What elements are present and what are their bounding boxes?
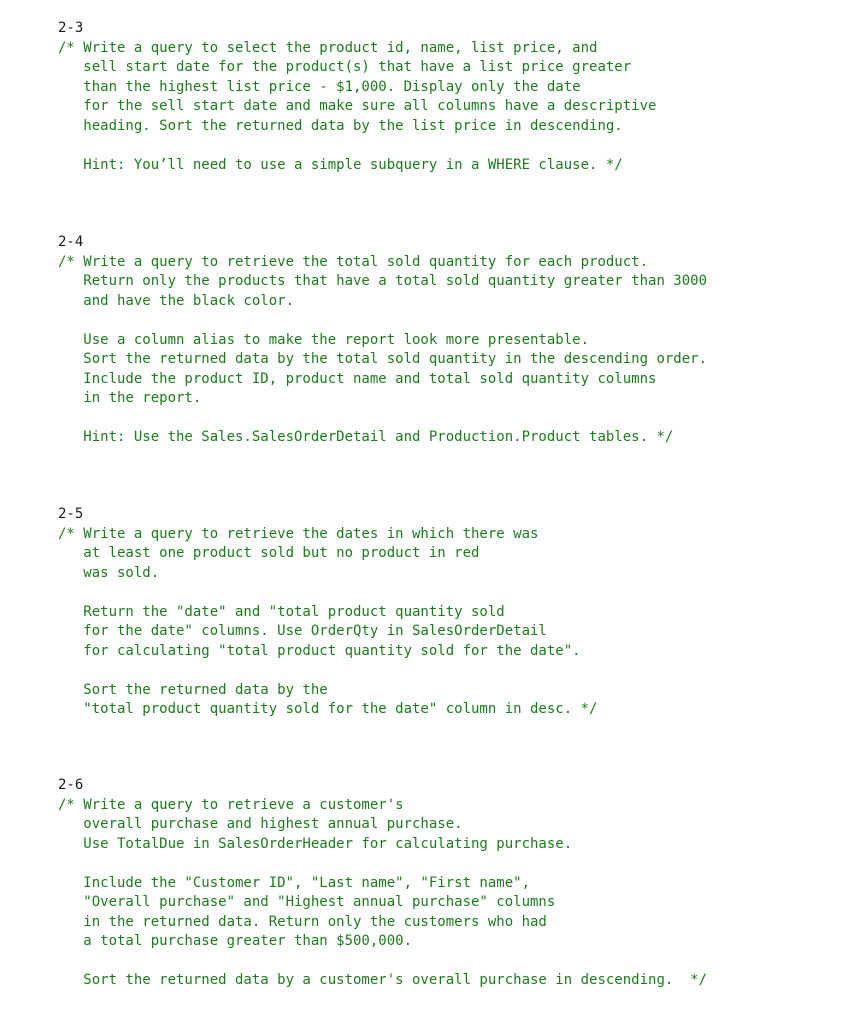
comment-line: Hint: You’ll need to use a simple subquery in a WHERE clause. */ (58, 156, 623, 173)
comment-line: Return only the products that have a total sold quantity greater than 3000 (58, 273, 708, 289)
comment-line: at least one product sold but no product in red (58, 545, 480, 561)
comment-line: "total product quantity sold for the date" column in desc. */ (58, 701, 598, 717)
comment-line: Use a column alias to make the report look more presentable. (58, 331, 590, 348)
comment-line: than the highest list price - $1,000. Display only the date (58, 78, 581, 95)
comment-line: Hint: Use the Sales.SalesOrderDetail and Production.Product tables. */ (58, 429, 674, 445)
comment-line: in the returned data. Return only the customers who had (58, 913, 547, 930)
comment-line: and have the black color. (58, 292, 295, 309)
comment-line: Return the "date" and "total product quantity sold (58, 603, 505, 620)
comment-line: Sort the returned data by the total sold quantity in the descending order. (58, 351, 708, 367)
comment-line: /* Write a query to select the product id, name, list price, and (58, 39, 598, 56)
comment-line: in the report. (58, 390, 202, 406)
comment-line: "Overall purchase" and "Highest annual purchase" columns (58, 894, 556, 910)
comment-line: overall purchase and highest annual purchase. (58, 816, 463, 832)
comment-line: /* Write a query to retrieve the total sold quantity for each product. (58, 253, 649, 270)
exercise-label: 2-6 (58, 777, 84, 793)
comment-line: a total purchase greater than $500,000. (58, 933, 413, 949)
comment-line: for calculating "total product quantity sold for the date". (58, 642, 581, 659)
comment-line: for the date" columns. Use OrderQty in SalesOrderDetail (58, 623, 547, 639)
comment-line: heading. Sort the returned data by the list price in descending. (58, 117, 623, 134)
comment-line: Sort the returned data by the (58, 681, 328, 698)
comment-line: /* Write a query to retrieve the dates in which there was (58, 525, 539, 542)
comment-line: /* Write a query to retrieve a customer's (58, 796, 404, 813)
comment-line: Sort the returned data by a customer's overall purchase in descending. */ (58, 972, 708, 988)
comment-line: Include the "Customer ID", "Last name", "First name", (58, 874, 531, 891)
comment-line: Use TotalDue in SalesOrderHeader for calculating purchase. (58, 835, 573, 852)
comment-line: for the sell start date and make sure all columns have a descriptive (58, 98, 657, 114)
comment-line: sell start date for the product(s) that have a list price greater (58, 59, 632, 75)
comment-line: was sold. (58, 564, 160, 581)
exercise-label: 2-5 (58, 506, 84, 522)
exercise-label: 2-4 (58, 234, 84, 250)
exercise-label: 2-3 (58, 20, 84, 36)
comment-line: Include the product ID, product name and total sold quantity columns (58, 370, 657, 387)
